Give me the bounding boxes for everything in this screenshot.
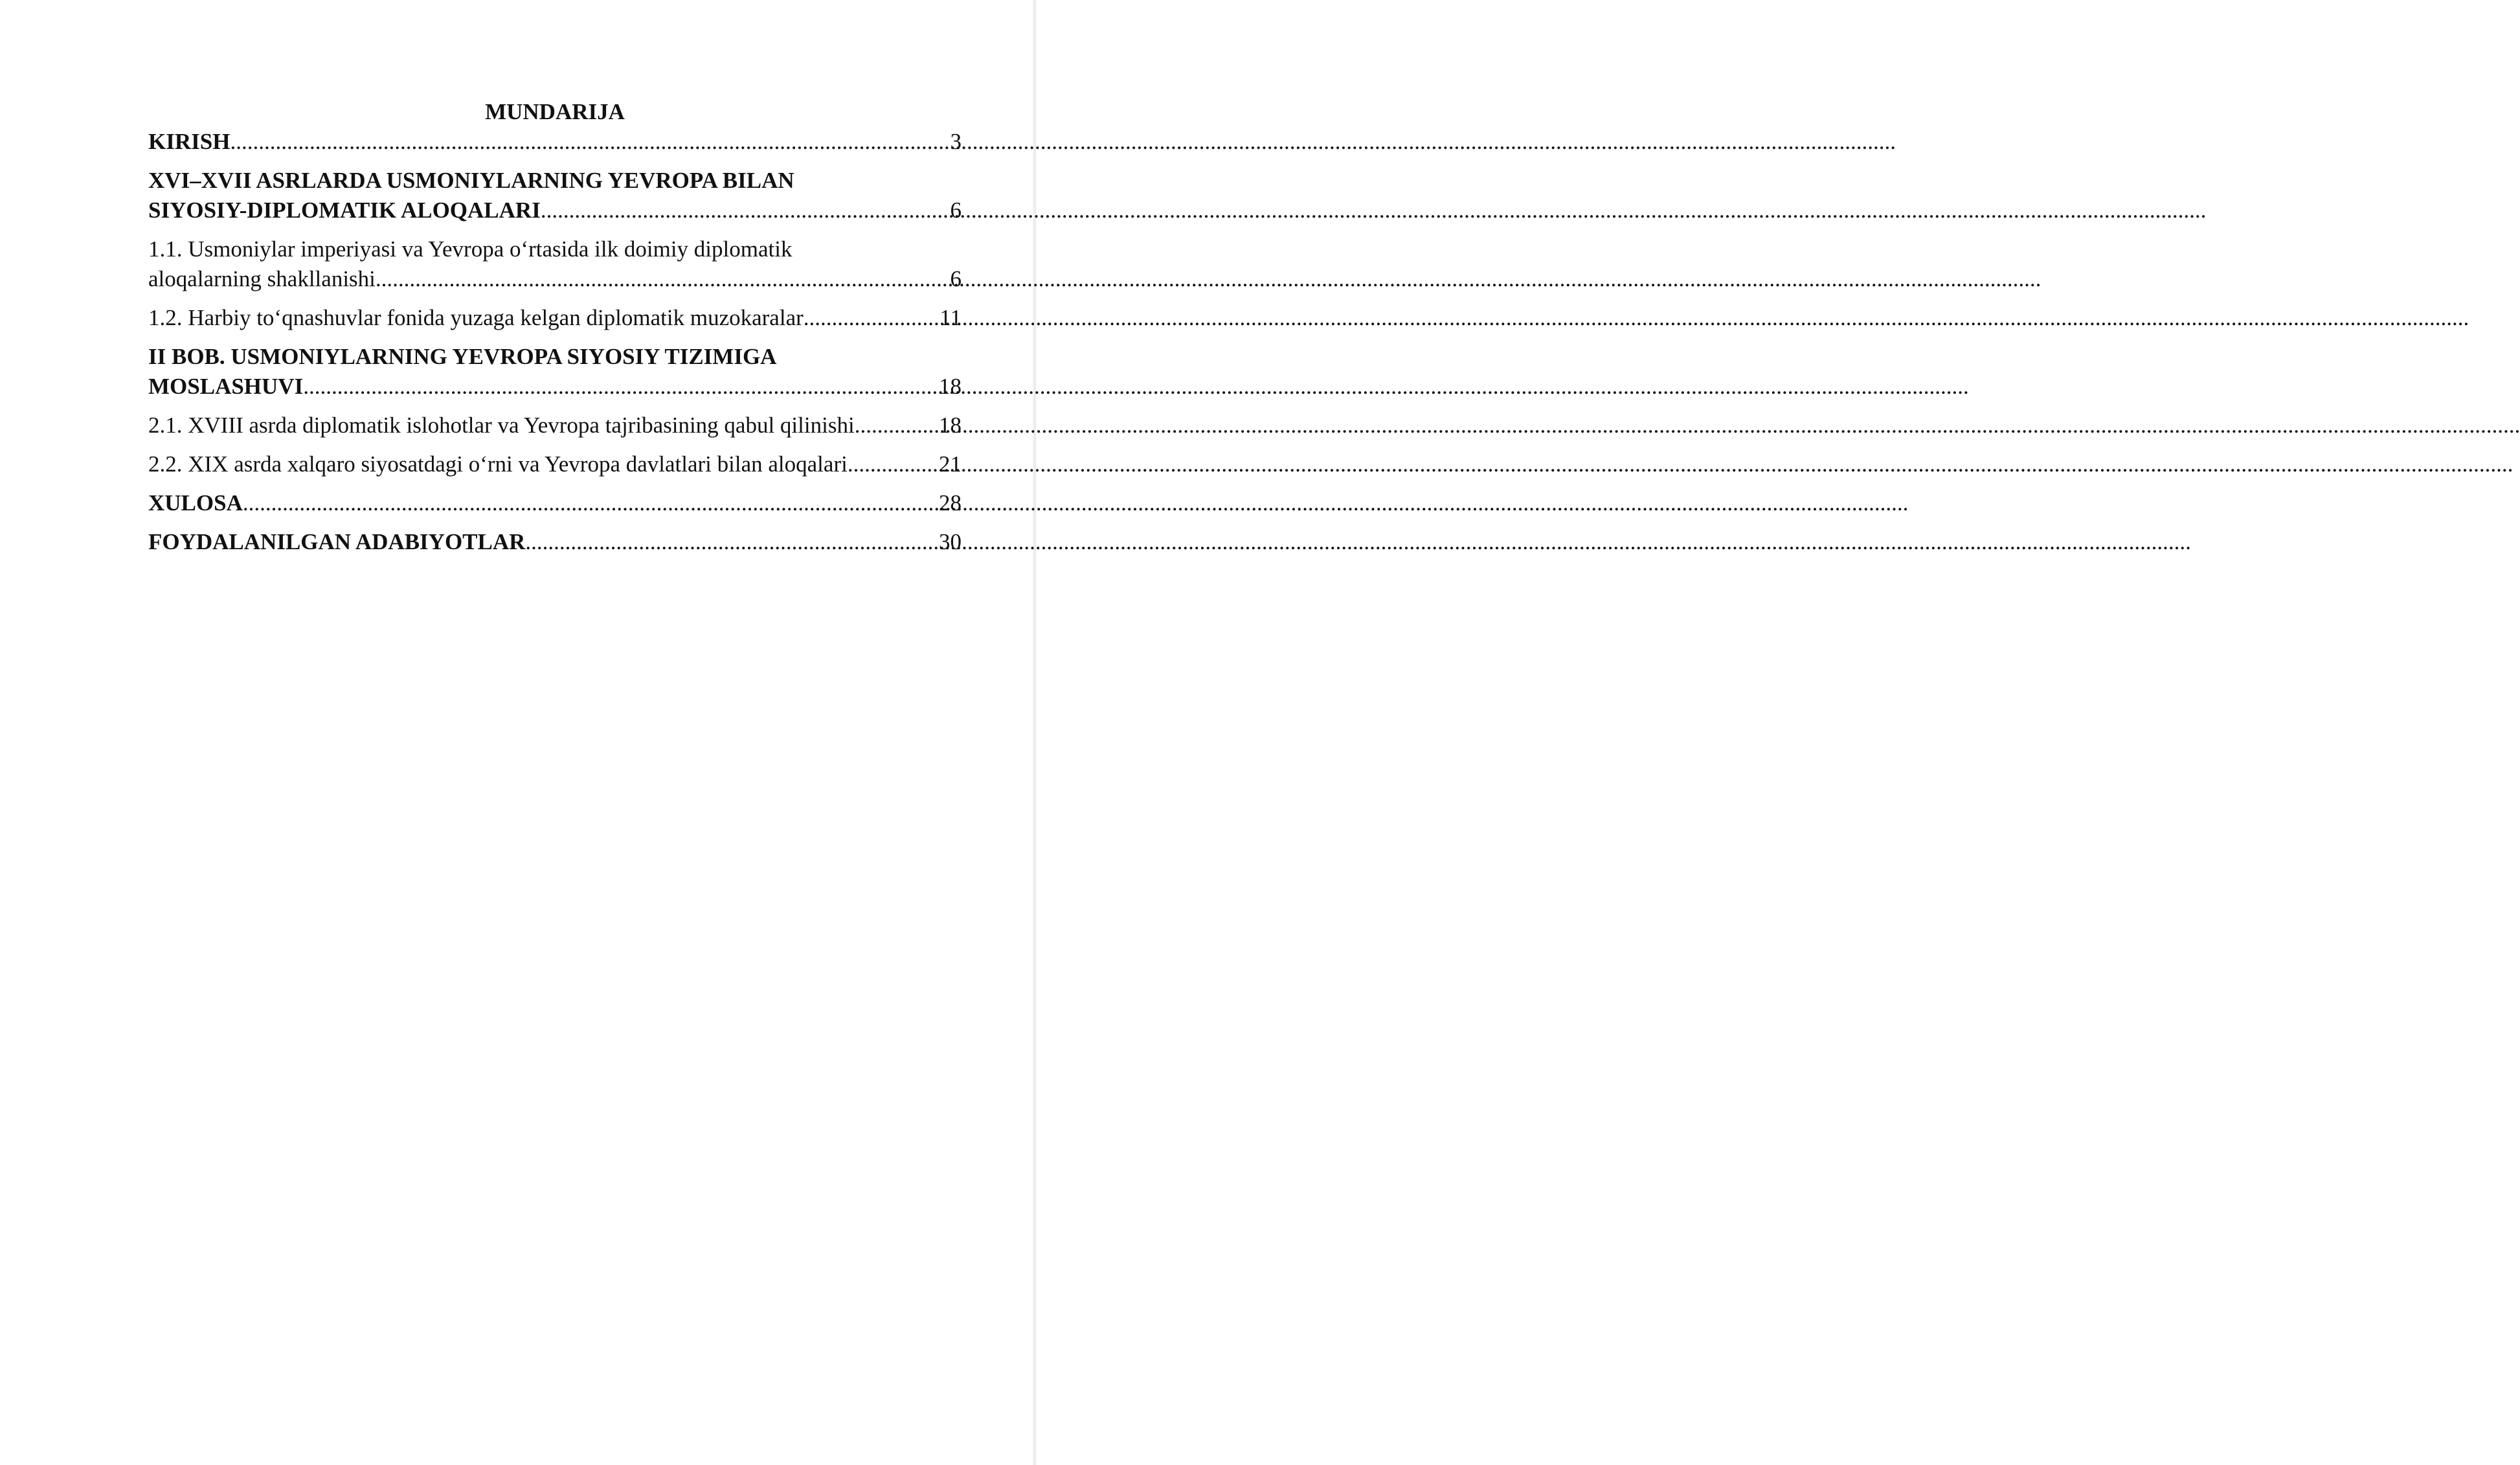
toc-page-number: 21 (939, 451, 962, 477)
toc-entry-line (148, 527, 962, 557)
toc-entry-text: KIRISH (148, 129, 231, 154)
toc-entry-text: 1.2. Harbiy to‘qnashuvlar fonida yuzaga kelgan diplomatik muzokaralar (148, 305, 804, 330)
toc-entry-section-2-2[interactable] (148, 449, 962, 479)
toc-dot-leader (243, 488, 938, 518)
toc-entry-text: FOYDALANILGAN ADABIYOTLAR (148, 529, 526, 554)
toc-entry-text: XULOSA (148, 490, 243, 516)
toc-page-number: 11 (939, 305, 962, 330)
toc-dot-leader (855, 411, 938, 440)
toc-entry-text: 2.2. XIX asrda xalqaro siyosatdagi o‘rni va Yevropa davlatlari bilan aloqalari (148, 451, 848, 477)
toc-page-number: 18 (939, 413, 962, 438)
toc-entry-text: 2.1. XVIII asrda diplomatik islohotlar va Yevropa tajribasining qabul qilinishi (148, 413, 855, 438)
toc-dot-leader (541, 196, 949, 225)
toc-entry-chapter-2[interactable] (148, 342, 962, 402)
toc-entry-section-1-1[interactable] (148, 234, 962, 294)
toc-page-number: 28 (939, 490, 962, 516)
toc-entry-line (148, 488, 962, 518)
toc-dot-leader (303, 372, 938, 402)
toc-entry-line (148, 411, 962, 440)
toc-entry-line (148, 127, 962, 157)
toc-entry-line: XVI–XVII ASRLARDA USMONIYLARNING YEVROPA BILAN (148, 168, 794, 193)
toc-page-number: 6 (950, 198, 962, 223)
toc-page-number: 30 (939, 529, 962, 554)
toc-entry-line (148, 303, 962, 333)
toc-entry-line (148, 449, 962, 479)
toc-entry-references[interactable] (148, 527, 962, 557)
toc-dot-leader (525, 527, 938, 557)
toc-entry-kirish[interactable] (148, 127, 962, 157)
toc-entry-section-1-2[interactable] (148, 303, 962, 333)
toc-page-number: 3 (950, 129, 962, 154)
toc-title: MUNDARIJA (485, 99, 625, 124)
toc-entry-line: 1.1. Usmoniylar imperiyasi va Yevropa o‘rtasida ilk doimiy diplomatik (148, 236, 793, 262)
toc-entry-text: aloqalarning shakllanishi (148, 266, 376, 291)
toc-dot-leader (804, 303, 939, 333)
toc-dot-leader (848, 449, 938, 479)
toc-entry-line (148, 372, 962, 402)
toc-entry-line (148, 196, 962, 225)
table-of-contents (148, 97, 962, 557)
toc-page-number: 18 (939, 374, 962, 399)
toc-entry-text: SIYOSIY-DIPLOMATIK ALOQALARI (148, 198, 541, 223)
toc-dot-leader (230, 127, 949, 157)
toc-entry-chapter-1[interactable] (148, 166, 962, 225)
toc-entry-line (148, 264, 962, 294)
toc-entry-line: II BOB. USMONIYLARNING YEVROPA SIYOSIY TIZIMIGA (148, 344, 777, 369)
toc-entry-xulosa[interactable] (148, 488, 962, 518)
toc-entry-section-2-1[interactable] (148, 411, 962, 440)
toc-entry-text: MOSLASHUVI (148, 374, 304, 399)
toc-dot-leader (376, 264, 949, 294)
toc-page-number: 6 (950, 266, 962, 291)
document-page (0, 0, 1036, 1465)
